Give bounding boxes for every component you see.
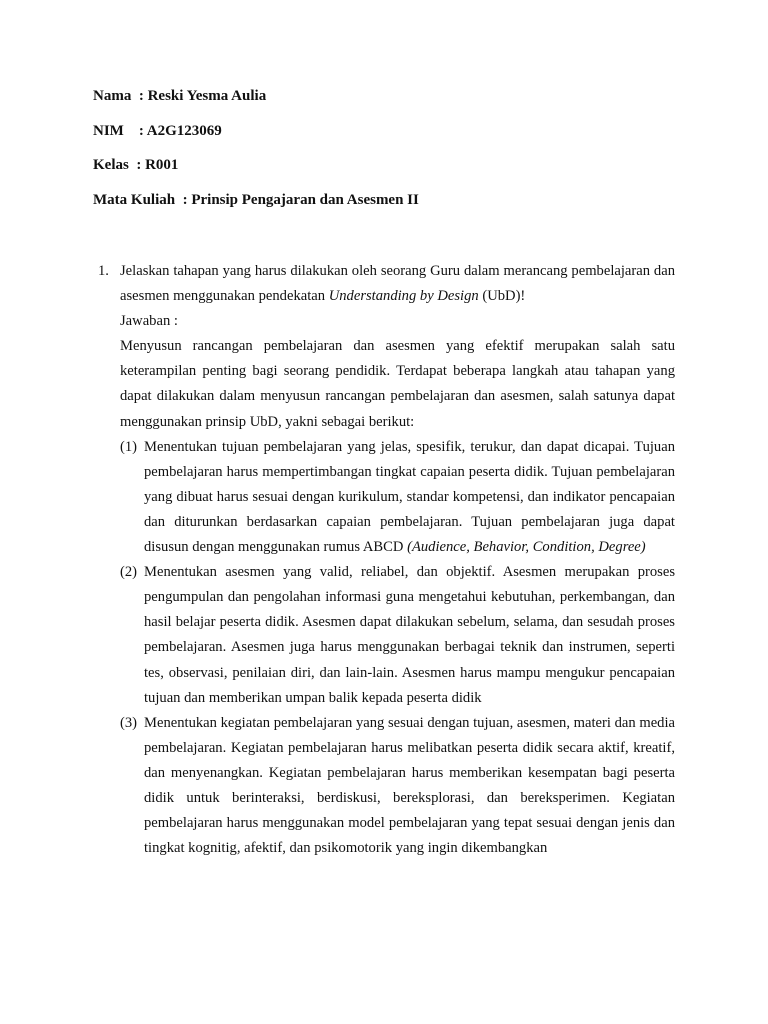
question-text-start: Jelaskan tahapan yang harus dilakukan oleh seorang Guru dalam merancang pembelajaran dan asesmen menggunakan pendekatan: [120, 263, 675, 305]
step-text: Menentukan asesmen yang valid, reliabel, dan objektif. Asesmen merupakan proses pengumpulan dan pengolahan informasi guna mengetahui kebutuhan, perkembangan, dan hasil belajar peserta didik. Asesmen dapat dilakukan sebelum, selama, dan sesudah proses pembelajaran. Asesmen juga harus menggunakan berbagai teknik dan instrumen, seperti tes, observasi, penilaian diri, dan lain-lain. Asesmen harus mampu mengukur pencapaian tujuan dan memberikan umpan balik kepada peserta didik: [144, 564, 675, 706]
course-line: Mata Kuliah : Prinsip Pengajaran dan Asesmen II: [93, 191, 419, 208]
step-text-body: Menentukan tujuan pembelajaran yang jelas, spesifik, terukur, dan dapat dicapai. Tujuan pembelajaran harus mempertimbangan tingkat capaian peserta didik. Tujuan pembelajaran yang dibuat harus sesuai dengan kurikulum, standar kompetensi, dan indikator pencapaian dan diturunkan berdasarkan capaian pembelajaran. Tujuan pembelajaran juga dapat disusun dengan menggunakan rumus ABCD: [144, 438, 675, 556]
question-answer-section: [93, 259, 675, 861]
question-text-end: (UbD)!: [478, 288, 526, 305]
question-item: [93, 259, 675, 861]
student-id-line: NIM : A2G123069: [93, 122, 222, 139]
class-line: Kelas : R001: [93, 157, 179, 173]
answer-label: Jawaban :: [120, 313, 178, 330]
step-text: [144, 435, 675, 560]
question-text: [120, 259, 675, 309]
answer-step: [120, 711, 675, 862]
step-text: Menentukan kegiatan pembelajaran yang sesuai dengan tujuan, asesmen, materi dan media pembelajaran. Kegiatan pembelajaran harus melibatkan peserta didik secara aktif, kreatif, dan menyenangkan. Kegiatan pembelajaran harus memberikan kesempatan bagi peserta didik untuk berinteraksi, berdiskusi, bereksplorasi, dan bereksperimen. Kegiatan pembelajaran harus menggunakan model pembelajaran yang tepat sesuai dengan jenis dan tingkat kognitig, afektif, dan psikomotorik yang ingin dikembangkan: [144, 714, 675, 857]
answer-step: [120, 435, 675, 560]
student-info-header: [93, 86, 693, 224]
step-number: (3): [120, 714, 138, 731]
question-number: 1.: [98, 263, 109, 279]
step-text-italic: (Audience, Behavior, Condition, Degree): [407, 539, 646, 556]
step-number: (1): [120, 438, 138, 455]
question-text-italic: Understanding by Design: [328, 288, 479, 305]
answer-intro: Menyusun rancangan pembelajaran dan asesmen yang efektif merupakan salah satu keterampilan penting bagi seorang pendidik. Terdapat beberapa langkah atau tahapan yang dapat dilakukan dalam menyusun rancangan pembelajaran dan asesmen, salah satunya dapat menggunakan prinsip UbD, yakni sebagai berikut:: [120, 338, 675, 430]
step-number: (2): [120, 564, 138, 581]
answer-steps-list: [120, 435, 675, 862]
answer-step: [120, 560, 675, 711]
student-name-line: Nama : Reski Yesma Aulia: [93, 88, 267, 104]
